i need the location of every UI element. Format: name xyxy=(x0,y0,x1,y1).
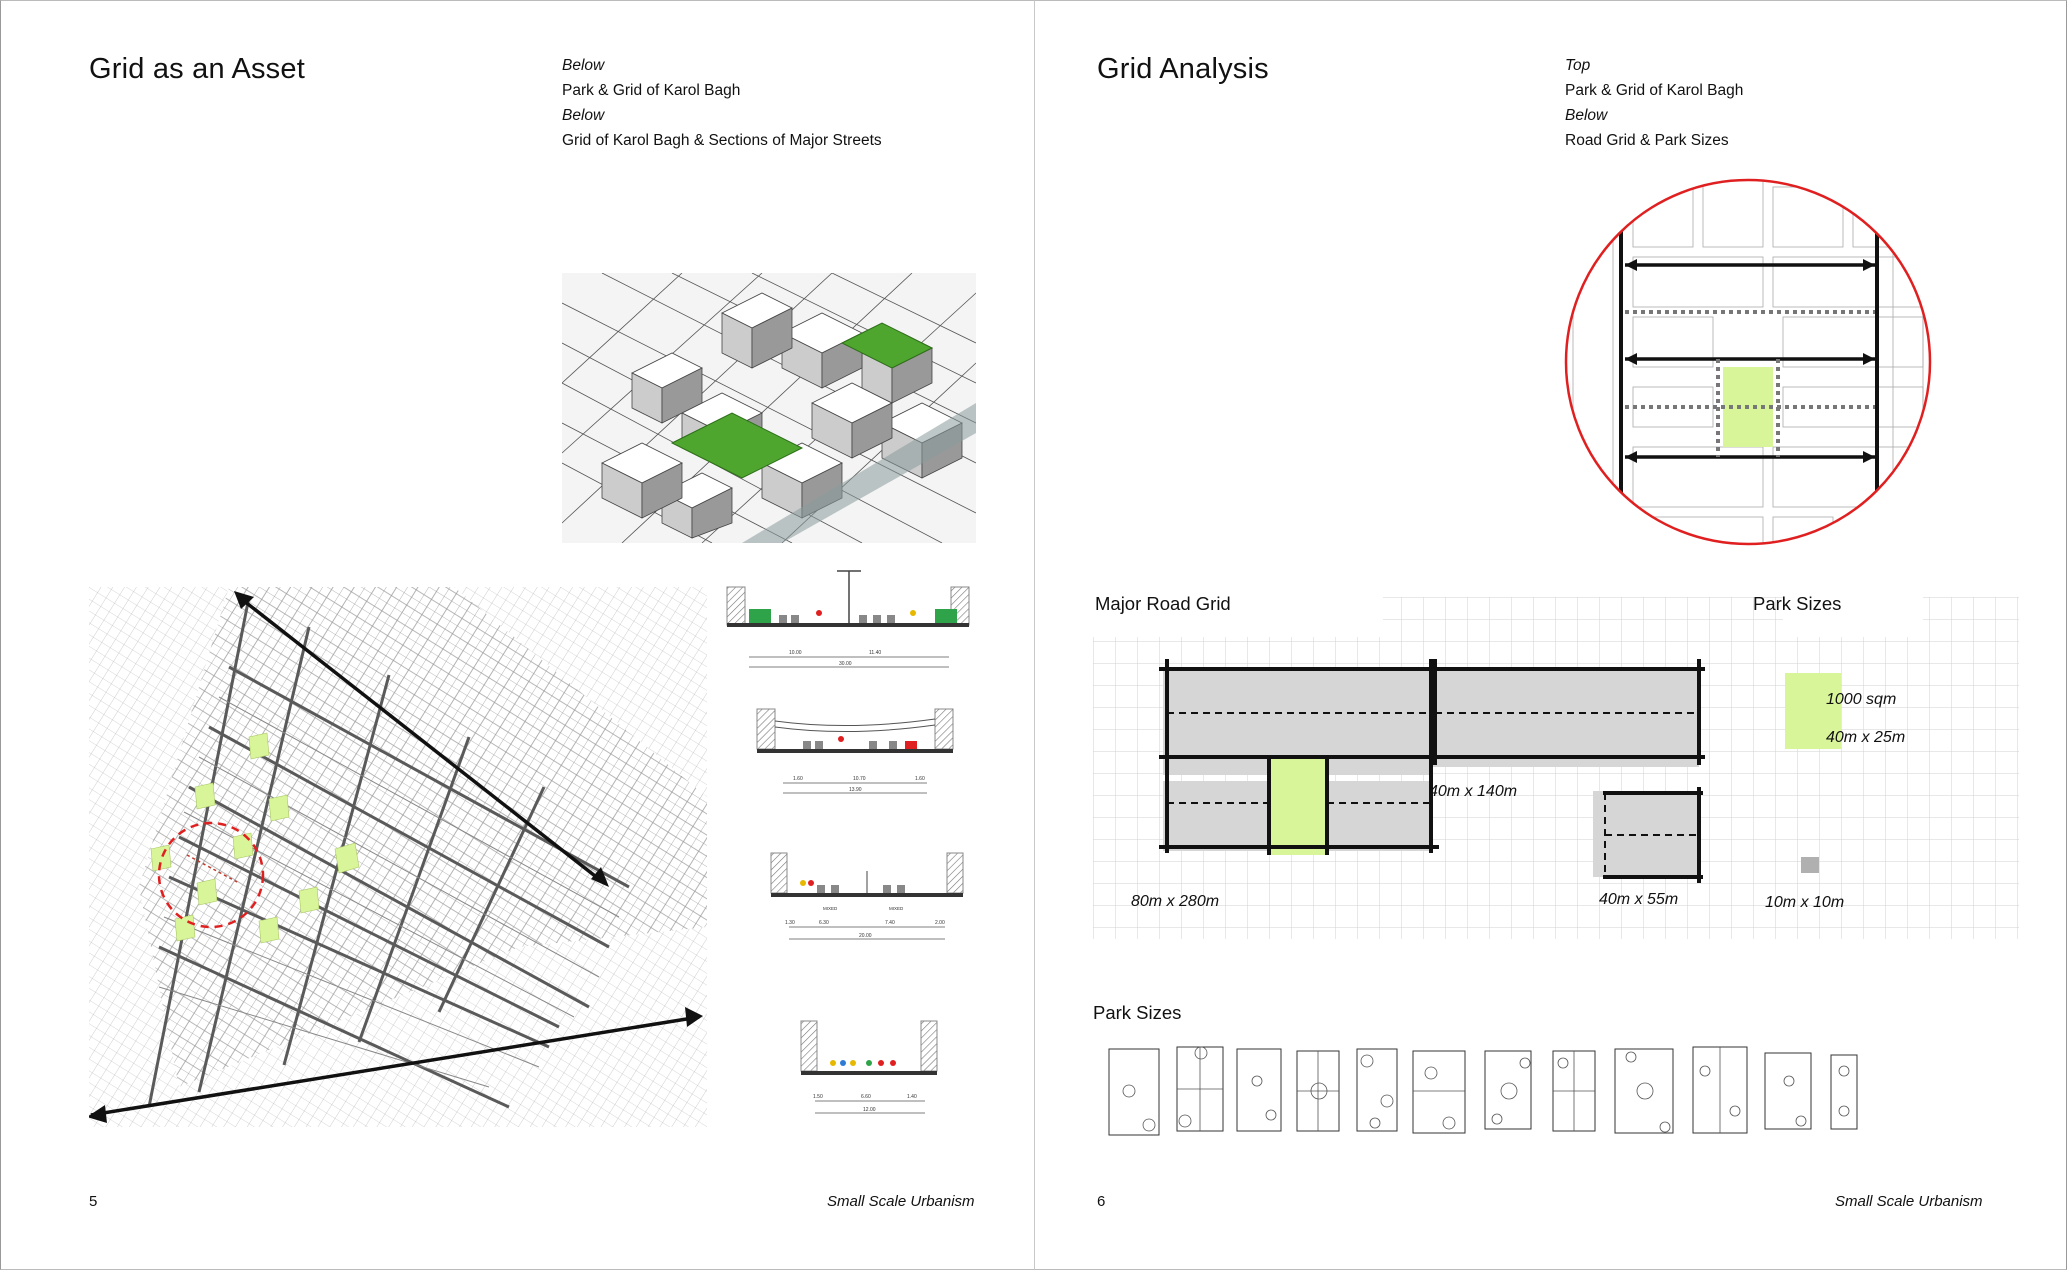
svg-text:30.00: 30.00 xyxy=(839,661,852,667)
caption-kind: Below xyxy=(562,107,605,124)
svg-text:20.00: 20.00 xyxy=(859,933,872,939)
svg-text:11.40: 11.40 xyxy=(869,650,882,656)
svg-text:1.60: 1.60 xyxy=(793,776,803,782)
caption-kind: Top xyxy=(1565,57,1591,74)
svg-text:1.30: 1.30 xyxy=(785,920,795,926)
karol-bagh-grid-plan xyxy=(89,587,707,1127)
svg-text:MIXED: MIXED xyxy=(889,906,904,911)
street-section-3 xyxy=(771,853,963,939)
svg-text:MIXED: MIXED xyxy=(823,906,838,911)
page-number: 5 xyxy=(89,1193,98,1210)
running-title: Small Scale Urbanism xyxy=(1835,1193,1983,1210)
caption-kind: Below xyxy=(562,57,605,74)
road-grid-diagram xyxy=(1093,597,2019,939)
running-title: Small Scale Urbanism xyxy=(827,1193,975,1210)
svg-text:1.60: 1.60 xyxy=(915,776,925,782)
svg-text:12.00: 12.00 xyxy=(863,1107,876,1113)
caption-block xyxy=(562,53,882,153)
caption-text: Park & Grid of Karol Bagh xyxy=(1565,82,1744,99)
park-area: 1000 sqm xyxy=(1826,691,1897,708)
svg-text:7.40: 7.40 xyxy=(885,920,895,926)
page-number: 6 xyxy=(1097,1193,1106,1210)
svg-text:1.50: 1.50 xyxy=(813,1094,823,1100)
page-title: Grid as an Asset xyxy=(89,53,305,85)
svg-text:6.30: 6.30 xyxy=(819,920,829,926)
street-section-2 xyxy=(757,709,953,793)
right-page xyxy=(1034,0,2067,1270)
street-section-1 xyxy=(727,571,969,667)
caption-text: Road Grid & Park Sizes xyxy=(1565,132,1729,149)
park-plans-strip xyxy=(1105,1041,2005,1141)
block-dimension: 80m x 280m xyxy=(1131,893,1220,910)
park-sizes-label: Park Sizes xyxy=(1753,593,1842,614)
page-title: Grid Analysis xyxy=(1097,53,1269,85)
svg-text:10.70: 10.70 xyxy=(853,776,866,782)
svg-text:10.00: 10.00 xyxy=(789,650,802,656)
svg-text:13.90: 13.90 xyxy=(849,787,862,793)
svg-text:2.00: 2.00 xyxy=(935,920,945,926)
park-plans-label: Park Sizes xyxy=(1093,1002,1182,1023)
major-road-grid-label: Major Road Grid xyxy=(1095,593,1231,614)
caption-block xyxy=(1565,53,1743,153)
street-sections-figure xyxy=(719,561,977,1141)
park-dimension: 10m x 10m xyxy=(1765,894,1845,911)
isometric-model-figure xyxy=(562,273,976,543)
caption-text: Park & Grid of Karol Bagh xyxy=(562,82,741,99)
park-grid-zoom-figure xyxy=(1563,177,1933,547)
street-section-4 xyxy=(801,1021,937,1113)
caption-kind: Below xyxy=(1565,107,1608,124)
caption-text: Grid of Karol Bagh & Sections of Major Streets xyxy=(562,132,882,149)
park-dimension: 40m x 25m xyxy=(1826,729,1906,746)
svg-text:6.60: 6.60 xyxy=(861,1094,871,1100)
block-dimension: 40m x 140m xyxy=(1429,783,1518,800)
svg-text:1.40: 1.40 xyxy=(907,1094,917,1100)
block-dimension: 40m x 55m xyxy=(1599,891,1679,908)
